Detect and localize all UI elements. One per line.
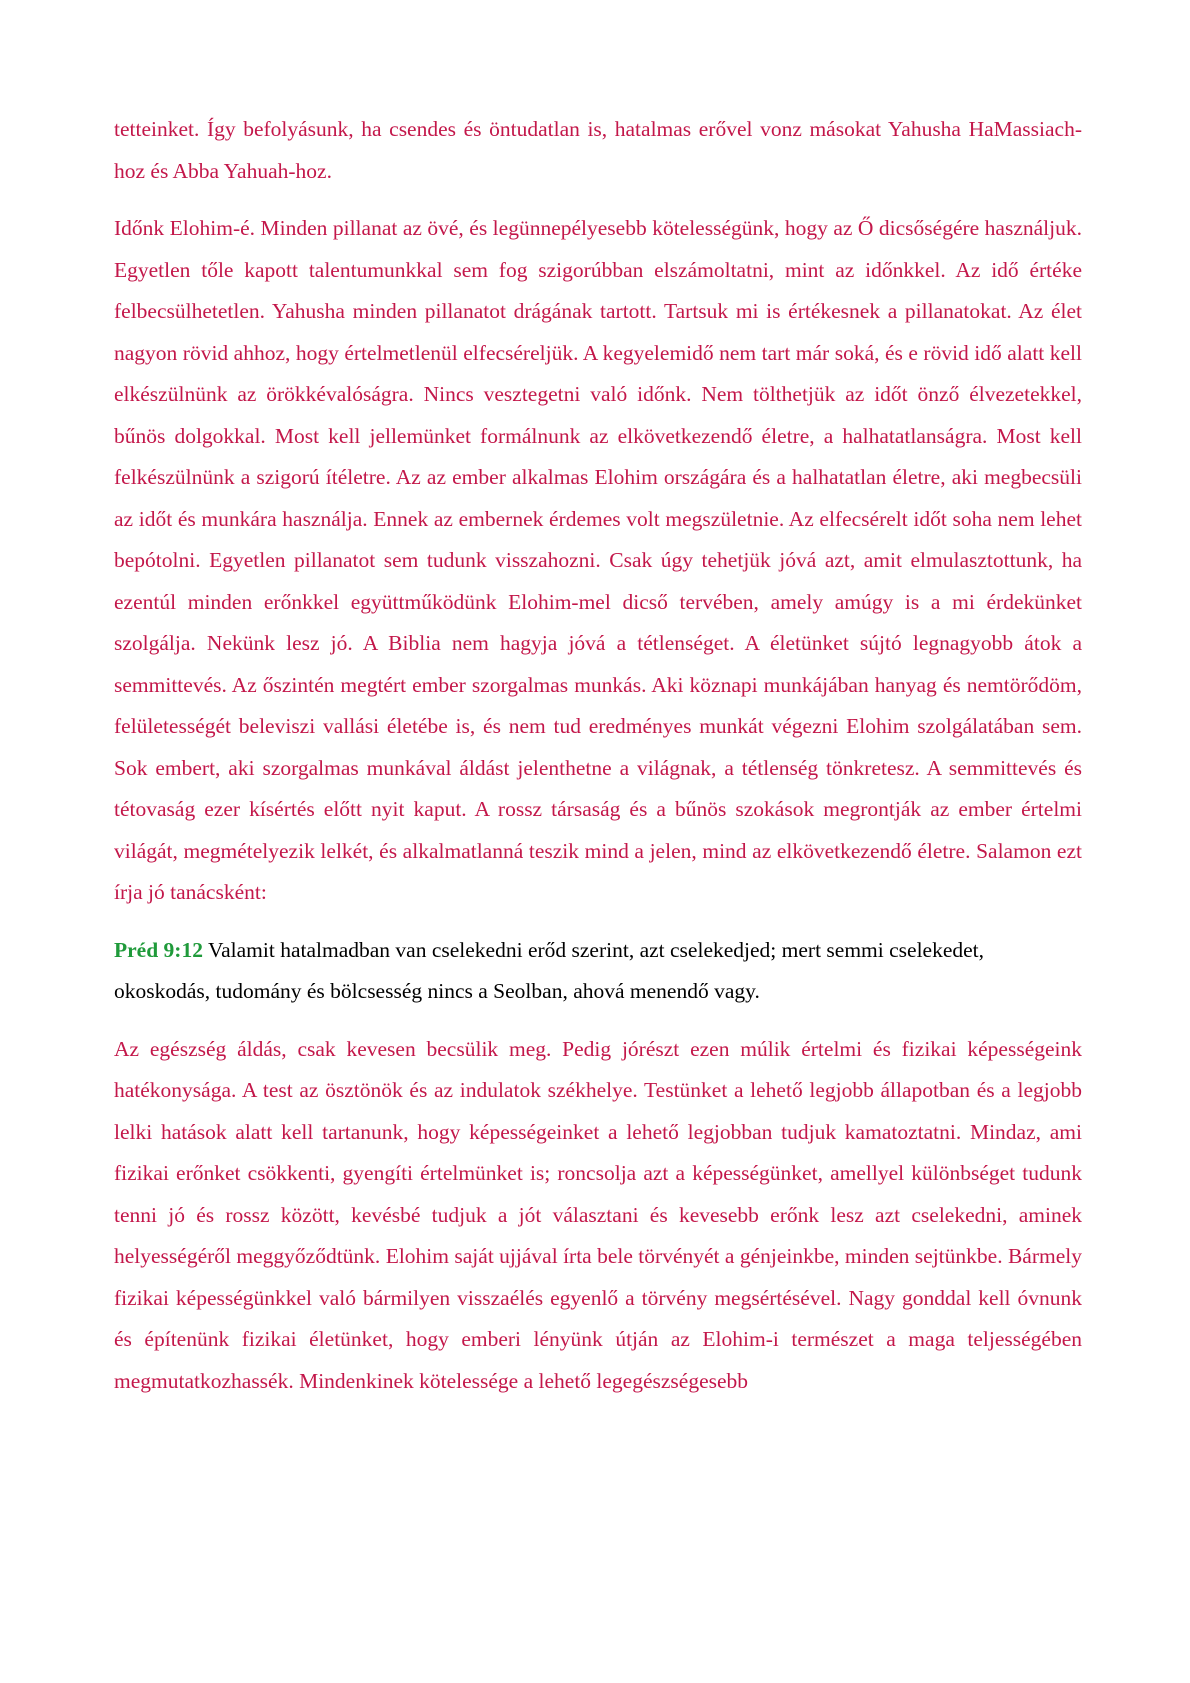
paragraph-influence: tetteinket. Így befolyásunk, ha csendes és öntudatlan is, hatalmas erővel vonz másokat Yahusha HaMassiach-hoz és Abba Yahuah-hoz. [114,117,1082,183]
scripture-reference: Préd 9:12 [114,937,203,962]
scripture-text: Valamit hatalmadban van cselekedni erőd szerint, azt cselekedjed; mert semmi cselekedet, okoskodás, tudomány és bölcsesség nincs a Seolban, ahová menendő vagy. [114,937,985,1003]
page-content [114,109,1082,1402]
paragraph-time: Időnk Elohim-é. Minden pillanat az övé, és legünnepélyesebb kötelességünk, hogy az Ő dicsőségére használjuk. Egyetlen tőle kapott talentumunkkal sem fog szigorúbban elszámoltatni, mint az időnkkel. Az idő értéke felbecsülhetetlen. Yahusha minden pillanatot drágának tartott. Tartsuk mi is értékesnek a pillanatokat. Az élet nagyon rövid ahhoz, hogy értelmetlenül elfecséreljük. A kegyelemidő nem tart már soká, és e rövid idő alatt kell elkészülnünk az örökkévalóságra. Nincs vesztegetni való időnk. Nem tölthetjük az időt önző élvezetekkel, bűnös dolgokkal. Most kell jellemünket formálnunk az elkövetkezendő életre, a halhatatlanságra. Most kell felkészülnünk a szigorú ítéletre. Az az ember alkalmas Elohim országára és a halhatatlan életre, aki megbecsüli az időt és munkára használja. Ennek az embernek érdemes volt megszületnie. Az elfecsérelt időt soha nem lehet bepótolni. Egyetlen pillanatot sem tudunk visszahozni. Csak úgy tehetjük jóvá azt, amit elmulasztottunk, ha ezentúl minden erőnkkel együttműködünk Elohim-mel dicső tervében, amely amúgy is a mi érdekünket szolgálja. Nekünk lesz jó. A Biblia nem hagyja jóvá a tétlenséget. A életünket sújtó legnagyobb átok a semmittevés. Az őszintén megtért ember szorgalmas munkás. Aki köznapi munkájában hanyag és nemtörődöm, felületességét beleviszi vallási életébe is, és nem tud eredményes munkát végezni Elohim szolgálatában sem. Sok embert, aki szorgalmas munkával áldást jelenthetne a világnak, a tétlenség tönkretesz. A semmittevés és tétovaság ezer kísértés előtt nyit kaput. A rossz társaság és a bűnös szokások megrontják az ember értelmi világát, megmételyezik lelkét, és alkalmatlanná teszik mind a jelen, mind az elkövetkezendő életre. Salamon ezt írja jó tanácsként: [114,216,1082,904]
scripture-quote [114,930,1082,1013]
paragraph-health: Az egészség áldás, csak kevesen becsülik meg. Pedig jórészt ezen múlik értelmi és fizikai képességeink hatékonysága. A test az ösztönök és az indulatok székhelye. Testünket a lehető legjobb állapotban és a legjobb lelki hatások alatt kell tartanunk, hogy képességeinket a lehető legjobban tudjuk kamatoztatni. Mindaz, ami fizikai erőnket csökkenti, gyengíti értelmünket is; roncsolja azt a képességünket, amellyel különbséget tudunk tenni jó és rossz között, kevésbé tudjuk a jót választani és kevesebb erőnk lesz azt cselekedni, aminek helyességéről meggyőződtünk. Elohim saját ujjával írta bele törvényét a génjeinkbe, minden sejtünkbe. Bármely fizikai képességünkkel való bármilyen visszaélés egyenlő a törvény megsértésével. Nagy gonddal kell óvnunk és építenünk fizikai életünket, hogy emberi lényünk útján az Elohim-i természet a maga teljességében megmutatkozhassék. Mindenkinek kötelessége a lehető legegészségesebb [114,1036,1082,1393]
